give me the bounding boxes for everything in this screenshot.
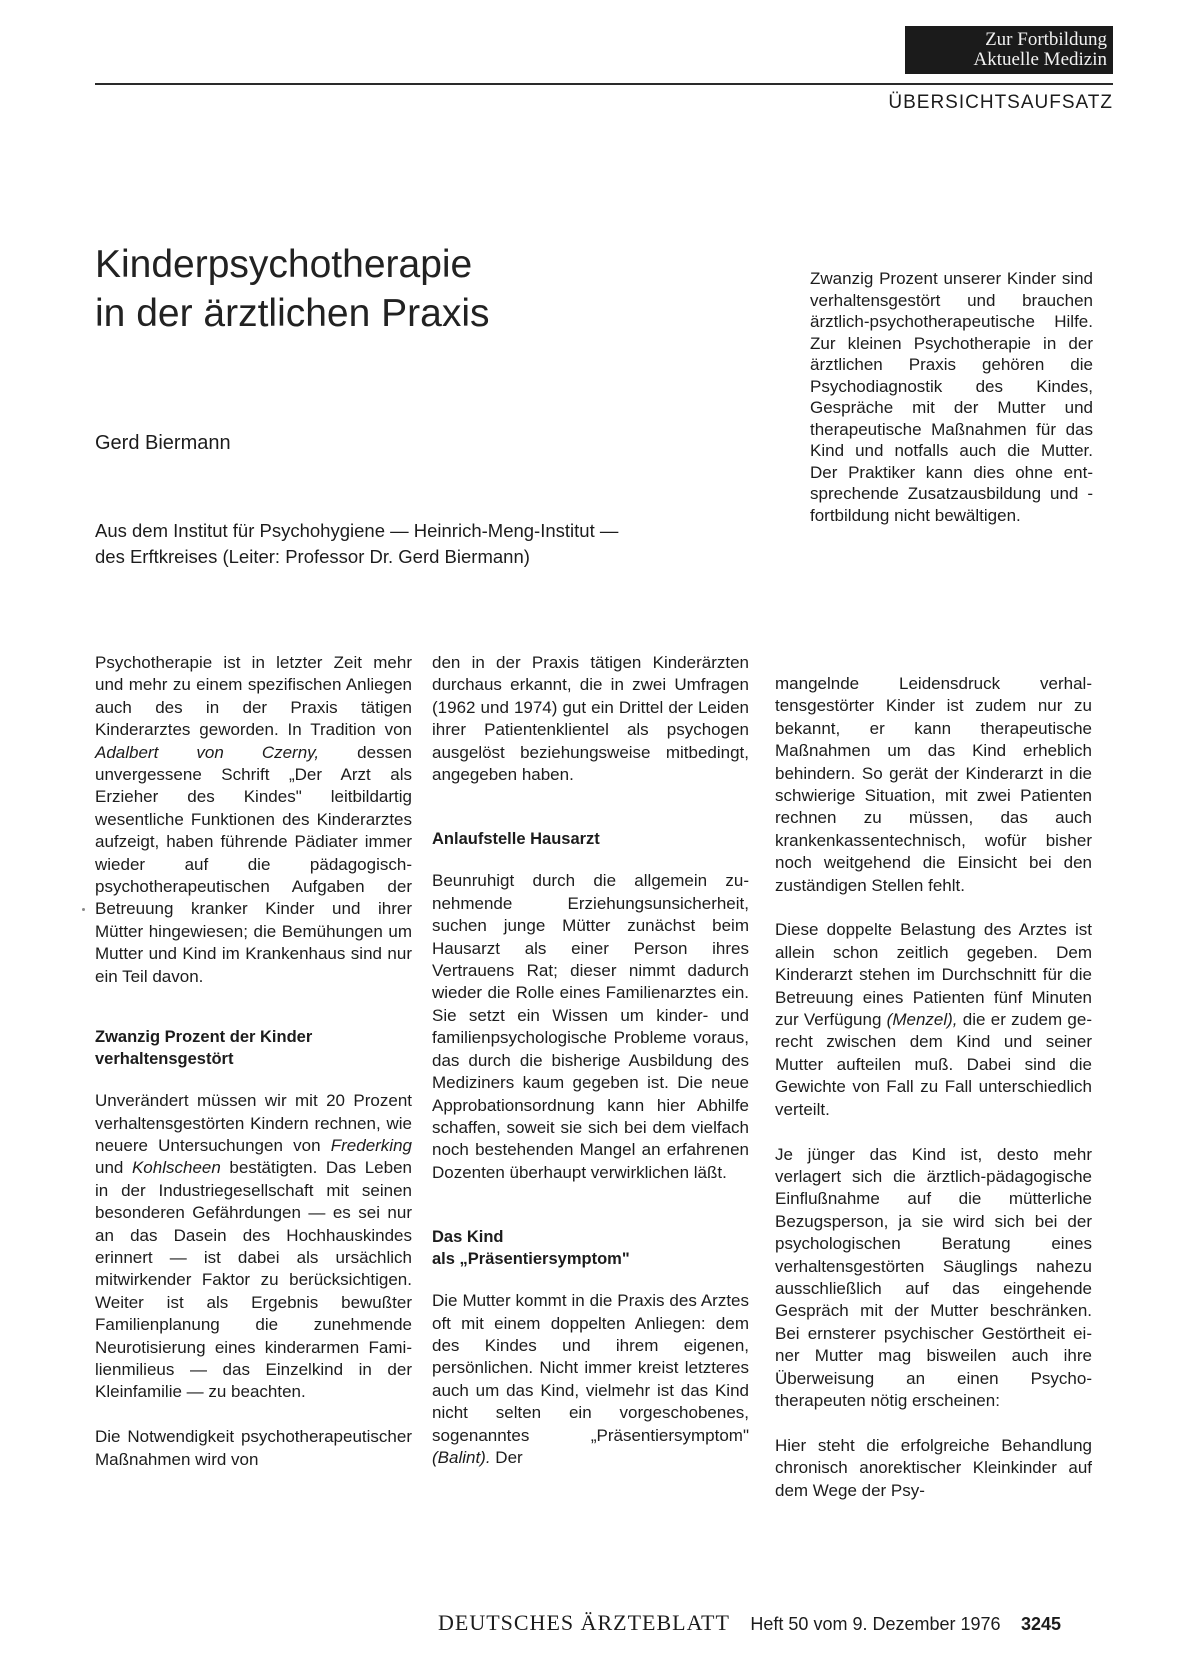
paragraph: Die Notwendigkeit psychotherapeutischer Maßnahmen wird von [95,1427,412,1469]
margin-mark [82,908,85,911]
badge-line-1: Zur Fortbildung [985,29,1107,50]
badge-line-2: Aktuelle Medizin [973,49,1107,70]
paragraph: mangelnde Leidensdruck verhaltensgestörter Kinder ist zudem nur zu bekannt, er kann therapeutische Maßnahmen um das Kind erheblich behindern. So gerät der Kinderarzt in die schwierige Situation, mit zwei Patienten rechnen zu müssen, das auch krankenkassentechnisch, wofür bisher noch weitgehend die Einsicht bei den zuständigen Stellen fehlt. [775,674,1092,895]
paragraph: Unverändert müssen wir mit 20 Prozent verhaltensgestörten Kindern rechnen, wie neuere Untersuchungen von Frederking und Kohlscheen bestätigten. Das Leben in der Industriegesellschaft mit seinen besonderen Gefährdungen — es sei nur an das Dasein des Hochhauskindes erinnert — ist dabei als ursächlich mitwirkender Faktor zu berücksichtigen. Weiter ist als Ergebnis bewußter Familienplanung die zunehmende Neurotisierung eines kinderarmen Familienmilieus — das Einzelkind in der Kleinfamilie — zu beachten. [95,1091,412,1402]
paragraph: Beunruhigt durch die allgemein zunehmende Erziehungsunsicherheit, suchen junge Mütter zunächst beim Hausarzt als einer Person ihres Vertrauens Rat; dieser nimmt dadurch wieder die Rolle eines Familienarztes ein. Sie setzt ein Wissen um kinder- und familienpsychologische Probleme voraus, das durch die bisherige Ausbildung des Mediziners kaum gegeben ist. Die neue Approbationsordnung kann hier Abhilfe schaffen, soweit sie sich bei dem vielfach noch bestehenden Mangel an erfahrenen Dozenten überhaupt verwirklichen läßt. [432,871,749,1182]
paragraph: den in der Praxis tätigen Kinderärzten durchaus erkannt, die in zwei Umfragen (1962 und 1974) gut ein Drittel der Leiden ihrer Patientenklientel als psychogen ausgelöst beziehungsweise mitbedingt, angegeben haben. [432,653,749,785]
author-name: Gerd Biermann [95,432,231,454]
affiliation-line-2: des Erftkreises (Leiter: Professor Dr. Gerd Biermann) [95,546,530,567]
paragraph: Je jünger das Kind ist, desto mehr verlagert sich die ärztlich-pädagogische Einflußnahme auf die mütterliche Bezugsperson, ja sie wird sich bei der psychologischen Beratung eines verhaltensgestörten Säuglings nahezu ausschließlich auf das eingehende Gespräch mit der Mutter beschränken. Bei ernsterer psychischer Gestörtheit einer Mutter mag bisweilen auch ihre Überweisung an einen Psychotherapeuten nötig erscheinen: [775,1144,1092,1410]
paragraph: Diese doppelte Belastung des Arztes ist allein schon zeitlich gegeben. Dem Kinderarzt stehen im Durchschnitt für die Betreuung eines Patienten fünf Minuten zur Verfügung (Menzel), die er zudem gerecht zwischen dem Kind und seiner Mutter aufteilen muß. Dabei sind die Gewichte von Fall zu Fall unterschiedlich verteilt. [775,920,1092,1119]
article-category: ÜBERSICHTSAUFSATZ [888,92,1113,113]
paragraph: Psychotherapie ist in letzter Zeit mehr und mehr zu einem spezifischen Anliegen auch des in der Praxis tätigen Kinderarztes geworden. In Tradition von Adalbert von Czerny, dessen unvergessene Schrift „Der Arzt als Erzieher des Kindes" leitbildartig wesentliche Funktionen des Kinderarztes aufzeigt, haben führende Pädiater immer wieder auf die pädagogisch-psychotherapeutischen Aufgaben der Betreuung kranker Kinder und ihrer Mütter hingewiesen; die Bemühungen um Mutter und Kind im Krankenhaus sind nur ein Teil davon. [95,653,413,986]
article-title [95,240,490,338]
page-number: 3245 [1021,1614,1062,1634]
paragraph: Hier steht die erfolgreiche Behandlung chronisch anorektischer Kleinkinder auf dem Wege der Psy- [775,1435,1092,1500]
column-3 [775,673,1092,1524]
journal-name: DEUTSCHES ÄRZTEBLATT [438,1610,730,1635]
section-heading: Anlaufstelle Hausarzt [432,830,600,849]
section-heading: Das Kind als „Präsentiersymptom" [432,1228,630,1269]
title-line-1: Kinderpsychotherapie [95,243,473,286]
title-line-2: in der ärztlichen Praxis [95,292,490,335]
affiliation [95,518,618,570]
paragraph: Die Mutter kommt in die Praxis des Arztes oft mit einem doppelten Anliegen: dem des Kindes und ihrem eigenen, persönlichen. Nicht immer kreist letzteres auch um das Kind, vielmehr ist das Kind nicht selten ein vorgeschobenes, sogenanntes „Präsentiersymptom" (Balint). Der [432,1291,749,1467]
page-footer [438,1610,1061,1636]
section-heading: Zwanzig Prozent der Kinder verhaltensgestört [95,1028,313,1069]
column-2 [432,652,749,1492]
column-1 [95,652,412,1493]
section-badge [905,26,1113,74]
header-rule [95,83,1113,85]
affiliation-line-1: Aus dem Institut für Psychohygiene — Heinrich-Meng-Institut — [95,520,619,541]
abstract: Zwanzig Prozent unserer Kinder sind verhaltensgestört und brauchen ärztlich-psychotherapeutische Hilfe. Zur kleinen Psychotherapie in der ärztlichen Praxis gehören die Psychodiagnostik des Kindes, Gespräche mit der Mutter und therapeutische Maßnahmen für das Kind und notfalls auch die Mutter. Der Praktiker kann dies ohne entsprechende Zusatzausbildung und -fortbildung nicht bewältigen. [810,269,1093,525]
issue-info: Heft 50 vom 9. Dezember 1976 [750,1614,1001,1634]
